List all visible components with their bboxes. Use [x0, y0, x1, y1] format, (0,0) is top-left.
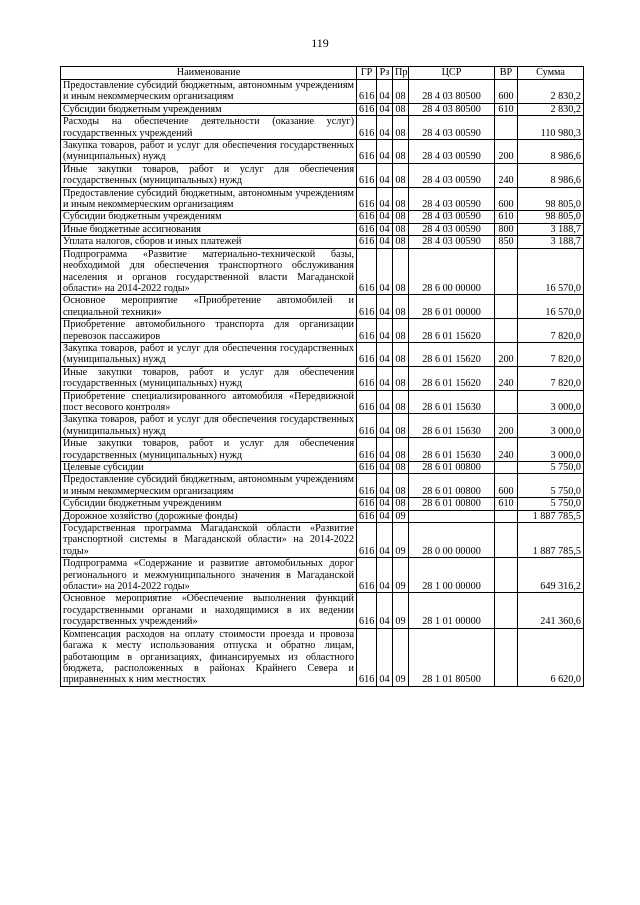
cell-name: Субсидии бюджетным учреждениям [61, 498, 357, 510]
cell-csr: 28 6 01 15620 [409, 319, 495, 343]
cell-rz: 04 [377, 211, 393, 223]
cell-gr: 616 [357, 342, 377, 366]
cell-name: Расходы на обеспечение деятельности (оказание услуг) государственных учреждений [61, 116, 357, 140]
table-row [61, 366, 584, 390]
cell-sum: 3 000,0 [518, 438, 584, 462]
cell-pr: 08 [393, 474, 409, 498]
cell-gr: 616 [357, 366, 377, 390]
cell-name: Закупка товаров, работ и услуг для обеспечения государственных (муниципальных) нужд [61, 342, 357, 366]
cell-csr: 28 6 01 00800 [409, 498, 495, 510]
cell-pr: 08 [393, 390, 409, 414]
cell-csr: 28 6 01 00800 [409, 462, 495, 474]
header-vr: ВР [495, 67, 518, 80]
cell-pr: 09 [393, 628, 409, 686]
cell-sum: 16 570,0 [518, 248, 584, 295]
cell-sum: 3 000,0 [518, 414, 584, 438]
cell-csr: 28 4 03 80500 [409, 103, 495, 115]
cell-rz: 04 [377, 462, 393, 474]
cell-sum: 649 316,2 [518, 558, 584, 593]
cell-gr: 616 [357, 462, 377, 474]
cell-name: Предоставление субсидий бюджетным, автономным учреждениям и иным некоммерческим организациям [61, 474, 357, 498]
cell-pr: 08 [393, 295, 409, 319]
table-row [61, 140, 584, 164]
table-row [61, 462, 584, 474]
cell-vr [495, 462, 518, 474]
cell-sum: 8 986,6 [518, 140, 584, 164]
cell-csr: 28 4 03 00590 [409, 211, 495, 223]
table-row [61, 319, 584, 343]
cell-csr: 28 6 01 15630 [409, 414, 495, 438]
cell-rz: 04 [377, 510, 393, 522]
cell-gr: 616 [357, 523, 377, 558]
cell-rz: 04 [377, 498, 393, 510]
cell-sum: 3 188,7 [518, 223, 584, 235]
cell-rz: 04 [377, 295, 393, 319]
cell-csr: 28 6 01 00800 [409, 474, 495, 498]
cell-vr: 240 [495, 366, 518, 390]
cell-name: Иные закупки товаров, работ и услуг для обеспечения государственных (муниципальных) нужд [61, 366, 357, 390]
cell-pr: 08 [393, 223, 409, 235]
cell-pr: 08 [393, 319, 409, 343]
cell-sum: 98 805,0 [518, 211, 584, 223]
cell-gr: 616 [357, 438, 377, 462]
cell-name: Предоставление субсидий бюджетным, автономным учреждениям и иным некоммерческим организациям [61, 80, 357, 104]
cell-rz: 04 [377, 628, 393, 686]
cell-name: Приобретение специализированного автомобиля «Передвижной пост весового контроля» [61, 390, 357, 414]
cell-rz: 04 [377, 103, 393, 115]
table-row [61, 103, 584, 115]
cell-csr: 28 6 01 15630 [409, 438, 495, 462]
header-rz: Рз [377, 67, 393, 80]
cell-pr: 09 [393, 593, 409, 628]
cell-rz: 04 [377, 438, 393, 462]
cell-rz: 04 [377, 223, 393, 235]
cell-vr [495, 390, 518, 414]
cell-pr: 08 [393, 414, 409, 438]
cell-vr [495, 510, 518, 522]
cell-name: Предоставление субсидий бюджетным, автономным учреждениям и иным некоммерческим организациям [61, 187, 357, 211]
cell-csr: 28 4 03 00590 [409, 236, 495, 248]
cell-rz: 04 [377, 593, 393, 628]
cell-pr: 08 [393, 248, 409, 295]
table-row [61, 593, 584, 628]
cell-vr [495, 593, 518, 628]
cell-gr: 616 [357, 295, 377, 319]
cell-name: Целевые субсидии [61, 462, 357, 474]
cell-name: Государственная программа Магаданской области «Развитие транспортной системы в Магаданской области» на 2014-2022 годы» [61, 523, 357, 558]
cell-vr: 240 [495, 163, 518, 187]
cell-rz: 04 [377, 116, 393, 140]
table-header-row [61, 67, 584, 80]
table-row [61, 236, 584, 248]
cell-gr: 616 [357, 116, 377, 140]
cell-sum: 7 820,0 [518, 342, 584, 366]
cell-gr: 616 [357, 140, 377, 164]
cell-pr: 08 [393, 498, 409, 510]
table-row [61, 342, 584, 366]
cell-gr: 616 [357, 211, 377, 223]
cell-sum: 1 887 785,5 [518, 510, 584, 522]
cell-pr: 08 [393, 438, 409, 462]
cell-sum: 7 820,0 [518, 366, 584, 390]
cell-vr [495, 558, 518, 593]
table-body [61, 80, 584, 687]
cell-pr: 08 [393, 187, 409, 211]
cell-rz: 04 [377, 558, 393, 593]
cell-gr: 616 [357, 558, 377, 593]
cell-name: Субсидии бюджетным учреждениям [61, 211, 357, 223]
cell-pr: 08 [393, 366, 409, 390]
cell-sum: 1 887 785,5 [518, 523, 584, 558]
cell-rz: 04 [377, 319, 393, 343]
cell-csr: 28 4 03 00590 [409, 140, 495, 164]
cell-gr: 616 [357, 510, 377, 522]
cell-vr [495, 116, 518, 140]
table-row [61, 414, 584, 438]
cell-csr: 28 1 00 00000 [409, 558, 495, 593]
cell-rz: 04 [377, 474, 393, 498]
cell-name: Иные бюджетные ассигнования [61, 223, 357, 235]
table-row [61, 295, 584, 319]
table-row [61, 187, 584, 211]
cell-vr [495, 248, 518, 295]
cell-rz: 04 [377, 80, 393, 104]
cell-vr: 200 [495, 140, 518, 164]
cell-vr: 200 [495, 342, 518, 366]
cell-vr [495, 319, 518, 343]
cell-gr: 616 [357, 628, 377, 686]
cell-sum: 6 620,0 [518, 628, 584, 686]
cell-csr [409, 510, 495, 522]
cell-sum: 98 805,0 [518, 187, 584, 211]
cell-name: Закупка товаров, работ и услуг для обеспечения государственных (муниципальных) нужд [61, 140, 357, 164]
cell-pr: 08 [393, 103, 409, 115]
cell-gr: 616 [357, 80, 377, 104]
cell-pr: 08 [393, 342, 409, 366]
table-row [61, 474, 584, 498]
cell-name: Подпрограмма «Развитие материально-технической базы, необходимой для обеспечения транспортного обслуживания населения и органов государственной власти Магаданской области» на 2014-2022 годы» [61, 248, 357, 295]
cell-vr: 610 [495, 498, 518, 510]
cell-name: Основное мероприятие «Обеспечение выполнения функций государственными органами и находящимися в их ведении государственных учреждений» [61, 593, 357, 628]
cell-rz: 04 [377, 236, 393, 248]
cell-rz: 04 [377, 366, 393, 390]
table-row [61, 248, 584, 295]
cell-rz: 04 [377, 140, 393, 164]
cell-name: Закупка товаров, работ и услуг для обеспечения государственных (муниципальных) нужд [61, 414, 357, 438]
cell-rz: 04 [377, 414, 393, 438]
cell-gr: 616 [357, 187, 377, 211]
header-name: Наименование [61, 67, 357, 80]
cell-csr: 28 6 01 15620 [409, 366, 495, 390]
cell-sum: 241 360,6 [518, 593, 584, 628]
cell-sum: 5 750,0 [518, 498, 584, 510]
header-sum: Сумма [518, 67, 584, 80]
cell-csr: 28 6 01 15630 [409, 390, 495, 414]
cell-name: Иные закупки товаров, работ и услуг для обеспечения государственных (муниципальных) нужд [61, 163, 357, 187]
cell-sum: 3 188,7 [518, 236, 584, 248]
cell-vr: 600 [495, 474, 518, 498]
cell-gr: 616 [357, 163, 377, 187]
cell-pr: 08 [393, 462, 409, 474]
cell-csr: 28 0 00 00000 [409, 523, 495, 558]
cell-csr: 28 4 03 00590 [409, 223, 495, 235]
cell-vr: 600 [495, 80, 518, 104]
cell-vr: 200 [495, 414, 518, 438]
table-row [61, 523, 584, 558]
cell-gr: 616 [357, 390, 377, 414]
cell-name: Иные закупки товаров, работ и услуг для обеспечения государственных (муниципальных) нужд [61, 438, 357, 462]
cell-sum: 2 830,2 [518, 80, 584, 104]
table-row [61, 211, 584, 223]
cell-csr: 28 4 03 00590 [409, 116, 495, 140]
cell-name: Дорожное хозяйство (дорожные фонды) [61, 510, 357, 522]
cell-csr: 28 4 03 00590 [409, 163, 495, 187]
cell-rz: 04 [377, 342, 393, 366]
cell-csr: 28 6 00 00000 [409, 248, 495, 295]
cell-vr: 850 [495, 236, 518, 248]
table-row [61, 223, 584, 235]
cell-gr: 616 [357, 414, 377, 438]
cell-vr [495, 295, 518, 319]
cell-vr: 800 [495, 223, 518, 235]
cell-rz: 04 [377, 187, 393, 211]
table-row [61, 390, 584, 414]
table-row [61, 438, 584, 462]
cell-gr: 616 [357, 223, 377, 235]
cell-sum: 8 986,6 [518, 163, 584, 187]
cell-sum: 5 750,0 [518, 474, 584, 498]
cell-csr: 28 1 01 00000 [409, 593, 495, 628]
cell-vr [495, 628, 518, 686]
header-gr: ГР [357, 67, 377, 80]
cell-pr: 09 [393, 558, 409, 593]
cell-pr: 08 [393, 236, 409, 248]
cell-sum: 7 820,0 [518, 319, 584, 343]
cell-gr: 616 [357, 236, 377, 248]
cell-gr: 616 [357, 319, 377, 343]
cell-gr: 616 [357, 474, 377, 498]
cell-name: Компенсация расходов на оплату стоимости проезда и провоза багажа к месту использования отпуска и обратно лицам, работающим в организациях, финансируемых из областного бюджета, расположенных в районах Крайнего Севера и приравненных к ним местностях [61, 628, 357, 686]
cell-name: Субсидии бюджетным учреждениям [61, 103, 357, 115]
table-row [61, 163, 584, 187]
cell-csr: 28 4 03 80500 [409, 80, 495, 104]
cell-pr: 09 [393, 510, 409, 522]
cell-name: Подпрограмма «Содержание и развитие автомобильных дорог регионального и межмуниципального значения в Магаданской области» на 2014-2022 годы» [61, 558, 357, 593]
cell-sum: 2 830,2 [518, 103, 584, 115]
cell-rz: 04 [377, 248, 393, 295]
cell-name: Основное мероприятие «Приобретение автомобилей и специальной техники» [61, 295, 357, 319]
table-row [61, 116, 584, 140]
cell-gr: 616 [357, 593, 377, 628]
cell-sum: 110 980,3 [518, 116, 584, 140]
cell-gr: 616 [357, 248, 377, 295]
cell-csr: 28 4 03 00590 [409, 187, 495, 211]
table-row [61, 558, 584, 593]
cell-vr: 610 [495, 211, 518, 223]
cell-pr: 08 [393, 80, 409, 104]
cell-rz: 04 [377, 390, 393, 414]
page-number: 119 [311, 36, 329, 50]
cell-csr: 28 6 01 15620 [409, 342, 495, 366]
table-row [61, 628, 584, 686]
cell-pr: 08 [393, 116, 409, 140]
cell-gr: 616 [357, 498, 377, 510]
cell-pr: 08 [393, 163, 409, 187]
cell-csr: 28 1 01 80500 [409, 628, 495, 686]
cell-sum: 3 000,0 [518, 390, 584, 414]
cell-rz: 04 [377, 523, 393, 558]
cell-vr: 610 [495, 103, 518, 115]
cell-name: Приобретение автомобильного транспорта для организации перевозок пассажиров [61, 319, 357, 343]
cell-csr: 28 6 01 00000 [409, 295, 495, 319]
header-csr: ЦСР [409, 67, 495, 80]
budget-table [60, 66, 584, 687]
cell-rz: 04 [377, 163, 393, 187]
cell-pr: 08 [393, 140, 409, 164]
table-row [61, 498, 584, 510]
table-row [61, 80, 584, 104]
cell-sum: 5 750,0 [518, 462, 584, 474]
cell-sum: 16 570,0 [518, 295, 584, 319]
cell-vr: 600 [495, 187, 518, 211]
cell-pr: 08 [393, 211, 409, 223]
cell-pr: 09 [393, 523, 409, 558]
table-row [61, 510, 584, 522]
header-pr: Пр [393, 67, 409, 80]
cell-vr: 240 [495, 438, 518, 462]
cell-gr: 616 [357, 103, 377, 115]
cell-name: Уплата налогов, сборов и иных платежей [61, 236, 357, 248]
cell-vr [495, 523, 518, 558]
